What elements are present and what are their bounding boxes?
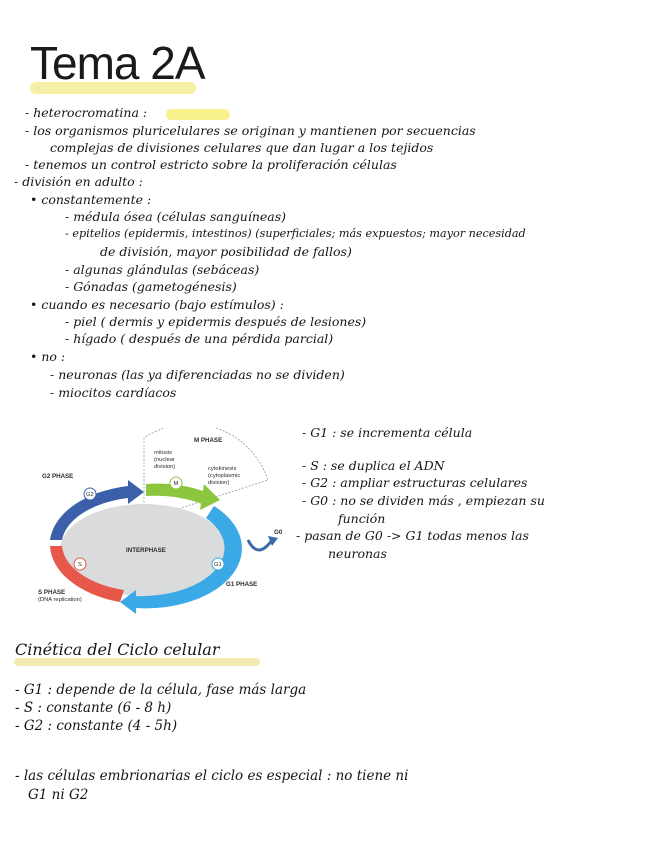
blank-highlight xyxy=(166,109,230,120)
note-line-3: complejas de divisiones celulares que dan lugar a los tejidos xyxy=(50,140,434,155)
kinetics-line-5: G1 ni G2 xyxy=(28,787,89,803)
note-line-7: - médula ósea (células sanguíneas) xyxy=(65,209,287,224)
phase-note-7: neuronas xyxy=(328,546,387,561)
note-line-6: • constantemente : xyxy=(30,192,152,207)
section-highlight xyxy=(14,658,260,666)
m-badge-label: M xyxy=(173,481,179,487)
m-phase-label: M PHASE xyxy=(194,437,223,444)
phase-note-6: - pasan de G0 -> G1 todas menos las xyxy=(296,528,529,543)
interphase-label: INTERPHASE xyxy=(126,547,166,554)
g2-phase-label: G2 PHASE xyxy=(42,473,74,480)
g0-label: G0 xyxy=(274,529,283,536)
cytokinesis-label-3: division) xyxy=(208,480,230,486)
note-line-1: - heterocromatina : xyxy=(25,105,148,120)
kinetics-line-2: - S : constante (6 - 8 h) xyxy=(15,700,172,716)
cytokinesis-label-2: (cytoplasmic xyxy=(208,473,241,479)
section-title: Cinética del Ciclo celular xyxy=(15,640,220,659)
kinetics-line-4: - las células embrionarias el ciclo es especial : no tiene ni xyxy=(15,768,409,784)
cell-cycle-diagram xyxy=(36,428,296,618)
g2-badge-label: G2 xyxy=(86,492,94,498)
g0-exit-arrow xyxy=(248,540,272,550)
note-line-11: - Gónadas (gametogénesis) xyxy=(65,279,237,294)
phase-note-4: - G0 : no se dividen más , empiezan su xyxy=(302,493,545,508)
s-phase-label: S PHASE xyxy=(38,589,66,596)
note-line-17: - miocitos cardíacos xyxy=(50,385,177,400)
note-line-16: - neuronas (las ya diferenciadas no se dividen) xyxy=(50,367,345,382)
note-line-4: - tenemos un control estricto sobre la proliferación células xyxy=(25,157,397,172)
kinetics-line-3: - G2 : constante (4 - 5h) xyxy=(15,718,178,734)
note-line-9: de división, mayor posibilidad de fallos) xyxy=(100,244,352,259)
kinetics-line-1: - G1 : depende de la célula, fase más larga xyxy=(15,682,307,698)
note-line-8: - epitelios (epidermis, intestinos) (superficiales; más expuestos; mayor necesidad xyxy=(65,227,526,240)
note-line-15: • no : xyxy=(30,349,66,364)
note-line-10: - algunas glándulas (sebáceas) xyxy=(65,262,260,277)
phase-note-1: - G1 : se incrementa célula xyxy=(302,425,473,440)
s-badge-label: S xyxy=(78,562,82,568)
dna-replication-label: (DNA replication) xyxy=(38,597,82,603)
note-line-14: - hígado ( después de una pérdida parcial) xyxy=(65,331,334,346)
mitosis-label-2: (nuclear xyxy=(154,457,175,463)
phase-note-5: función xyxy=(338,511,386,526)
mitosis-label-1: mitosis xyxy=(154,450,173,456)
note-line-12: • cuando es necesario (bajo estímulos) : xyxy=(30,297,284,312)
mitosis-label-3: division) xyxy=(154,464,176,470)
phase-note-3: - G2 : ampliar estructuras celulares xyxy=(302,475,528,490)
page-title: Tema 2A xyxy=(30,37,205,89)
g1-badge-label: G1 xyxy=(214,562,222,568)
g2-arrowhead xyxy=(128,480,144,504)
g1-phase-label: G1 PHASE xyxy=(226,581,258,588)
note-line-13: - piel ( dermis y epidermis después de lesiones) xyxy=(65,314,367,329)
cytokinesis-label-1: cytokinesis xyxy=(208,466,237,472)
note-line-2: - los organismos pluricelulares se originan y mantienen por secuencias xyxy=(25,123,476,138)
phase-note-2: - S : se duplica el ADN xyxy=(302,458,445,473)
note-line-5: - división en adulto : xyxy=(14,174,143,189)
